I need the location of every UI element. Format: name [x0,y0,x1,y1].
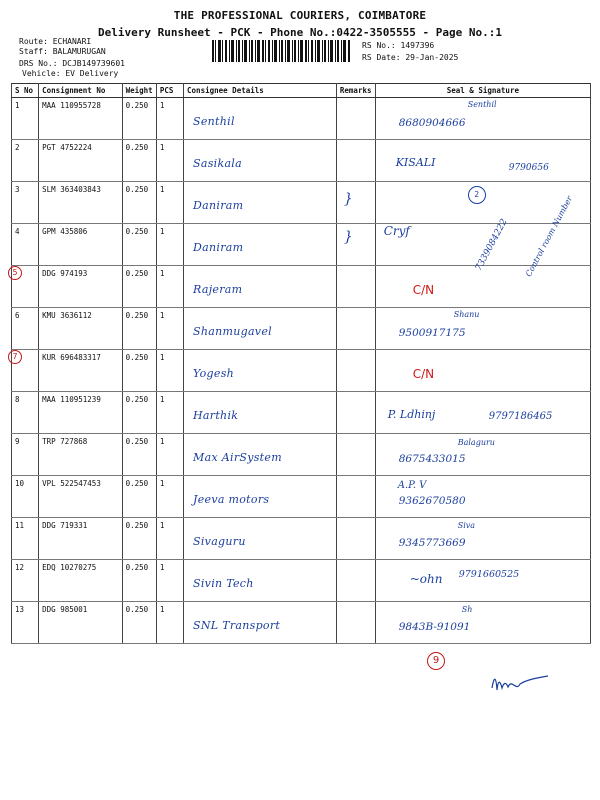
table-row [12,518,591,560]
consignee-handwriting: Sivaguru [193,535,246,548]
cell-consignee [184,224,337,266]
cell-weight: 0.250 [122,602,156,644]
bracket-mark: } [343,191,353,207]
consignee-handwriting: Max AirSystem [193,451,282,464]
seal-handwriting: 9790656 [508,163,549,173]
signature-mark: ~ohn [409,572,443,586]
cell-weight: 0.250 [122,140,156,182]
cell-consignment: GPM 435806 [39,224,122,266]
footer-count-circle: 9 [427,652,445,670]
cell-consignee [184,602,337,644]
signature-mark: Sh [461,605,473,614]
table-row [12,392,591,434]
cell-sno [12,350,39,392]
cell-weight: 0.250 [122,224,156,266]
cell-seal [375,602,590,644]
cell-weight: 0.250 [122,266,156,308]
signature-mark: Cryf [383,224,410,238]
runsheet-table [11,83,591,644]
cell-consignee [184,308,337,350]
cell-consignment: DDG 985001 [39,602,122,644]
control-room-note: Control room Number [523,194,574,279]
cn-remark: C/N [412,367,435,381]
cell-seal [375,518,590,560]
consignee-handwriting: Jeeva motors [193,493,270,506]
consignee-handwriting: Daniram [193,241,244,254]
cell-pcs: 1 [156,224,183,266]
consignee-handwriting: Daniram [193,199,244,212]
barcode [212,40,352,62]
seal-handwriting: 9500917175 [398,327,466,339]
signature-mark: P. Ldhinj [387,408,436,421]
cell-sno: 2 [12,140,39,182]
cell-remarks [336,560,375,602]
cell-pcs: 1 [156,182,183,224]
drs-label: DRS No.: DCJB149739601 [19,59,125,68]
phone-note: 7339084222 [473,217,510,273]
header-consignment: Consignment No [39,84,122,98]
runsheet-subtitle: Delivery Runsheet - PCK - Phone No.:0422-3505555 - Page No.:1 [98,26,502,39]
signature-mark: Shanu [453,310,480,319]
seal-handwriting: 9797186465 [488,411,553,422]
cell-sno: 11 [12,518,39,560]
cell-remarks [336,182,375,224]
bracket-mark: } [343,229,353,245]
cell-remarks [336,98,375,140]
cell-consignment: KMU 3636112 [39,308,122,350]
table-row [12,98,591,140]
cell-sno: 9 [12,434,39,476]
cell-consignee [184,98,337,140]
cell-pcs: 1 [156,140,183,182]
cell-pcs: 1 [156,560,183,602]
cell-consignment: EDQ 10270275 [39,560,122,602]
cell-weight: 0.250 [122,392,156,434]
cell-consignee [184,392,337,434]
consignee-handwriting: Shanmugavel [193,325,272,338]
signature-mark: KISALI [395,156,436,169]
table-row [12,266,591,308]
seal-handwriting: 8675433015 [398,453,466,465]
cell-seal [375,392,590,434]
cell-seal [375,350,590,392]
cell-consignment: DDG 719331 [39,518,122,560]
cell-remarks [336,434,375,476]
cell-weight: 0.250 [122,476,156,518]
rs-number: RS No.: 1497396 [362,41,435,50]
cell-weight: 0.250 [122,182,156,224]
vehicle-label: Vehicle: EV Delivery [22,69,119,78]
seal-handwriting: 8680904666 [398,117,466,129]
seal-handwriting: 9345773669 [398,537,466,549]
cell-seal [375,560,590,602]
cell-consignee [184,518,337,560]
company-title: THE PROFESSIONAL COURIERS, COIMBATORE [173,9,427,22]
route-label: Route: ECHANARI [19,37,92,46]
cell-consignee [184,476,337,518]
cell-pcs: 1 [156,350,183,392]
cell-weight: 0.250 [122,98,156,140]
signature-mark: Balaguru [457,438,495,447]
cell-sno: 10 [12,476,39,518]
cell-weight: 0.250 [122,308,156,350]
table-row [12,476,591,518]
cell-sno: 12 [12,560,39,602]
cell-sno: 6 [12,308,39,350]
circled-sno: 5 [8,266,22,280]
header-seal: Seal & Signature [375,84,590,98]
table-row [12,602,591,644]
cell-consignee [184,434,337,476]
table-row [12,224,591,266]
cell-remarks [336,140,375,182]
cell-remarks [336,350,375,392]
cell-pcs: 1 [156,434,183,476]
cell-weight: 0.250 [122,560,156,602]
consignee-handwriting: Sasikala [193,157,242,170]
cn-remark: C/N [412,283,435,297]
table-row [12,308,591,350]
consignee-handwriting: Rajeram [193,283,243,296]
cell-remarks [336,518,375,560]
cell-consignee [184,350,337,392]
cell-pcs: 1 [156,266,183,308]
cell-consignment: PGT 4752224 [39,140,122,182]
header-weight: Weight [122,84,156,98]
cell-weight: 0.250 [122,350,156,392]
cell-sno: 8 [12,392,39,434]
seal-handwriting: 9362670580 [398,495,466,507]
cell-consignment: DDG 974193 [39,266,122,308]
cell-pcs: 1 [156,476,183,518]
consignee-handwriting: Yogesh [193,367,235,380]
header-remarks: Remarks [336,84,375,98]
cell-sno [12,266,39,308]
consignee-handwriting: Sivin Tech [193,577,254,590]
cell-consignment: MAA 110951239 [39,392,122,434]
cell-remarks [336,308,375,350]
cell-remarks [336,266,375,308]
cell-sno: 4 [12,224,39,266]
cell-remarks [336,392,375,434]
consignee-handwriting: SNL Transport [193,619,281,632]
cell-consignment: MAA 110955728 [39,98,122,140]
seal-handwriting: 9791660525 [458,569,520,580]
rs-date: RS Date: 29-Jan-2025 [362,53,459,62]
circled-sno: 7 [8,350,22,364]
cell-sno: 13 [12,602,39,644]
cell-weight: 0.250 [122,518,156,560]
cell-remarks [336,476,375,518]
circled-number: 2 [468,186,486,204]
cell-seal [375,98,590,140]
cell-pcs: 1 [156,98,183,140]
cell-consignment: KUR 696483317 [39,350,122,392]
cell-remarks [336,224,375,266]
table-row [12,434,591,476]
header-pcs: PCS [156,84,183,98]
consignee-handwriting: Senthil [193,115,235,128]
cell-sno: 3 [12,182,39,224]
header-sno: S No [12,84,39,98]
table-row [12,182,591,224]
cell-pcs: 1 [156,602,183,644]
cell-sno: 1 [12,98,39,140]
cell-remarks [336,602,375,644]
cell-weight: 0.250 [122,434,156,476]
staff-label: Staff: BALAMURUGAN [19,47,106,56]
cell-pcs: 1 [156,392,183,434]
cell-pcs: 1 [156,308,183,350]
signature-mark: A.P. V [397,480,427,491]
cell-consignment: SLM 363403843 [39,182,122,224]
header-consignee: Consignee Details [184,84,337,98]
table-header-row [12,84,591,98]
consignee-handwriting: Harthik [193,409,239,422]
table-row [12,350,591,392]
seal-handwriting: 9843B-91091 [398,621,471,633]
cell-pcs: 1 [156,518,183,560]
cell-consignee [184,266,337,308]
cell-seal [375,434,590,476]
cell-consignee [184,560,337,602]
cell-consignee [184,182,337,224]
cell-consignee [184,140,337,182]
cell-seal [375,476,590,518]
cell-seal [375,140,590,182]
signature-mark: Senthil [467,100,497,109]
footer-signature [490,672,550,696]
table-row [12,140,591,182]
cell-seal [375,308,590,350]
signature-mark: Siva [457,521,476,530]
table-row [12,560,591,602]
cell-consignment: TRP 727868 [39,434,122,476]
cell-seal [375,194,590,279]
cell-consignment: VPL 522547453 [39,476,122,518]
